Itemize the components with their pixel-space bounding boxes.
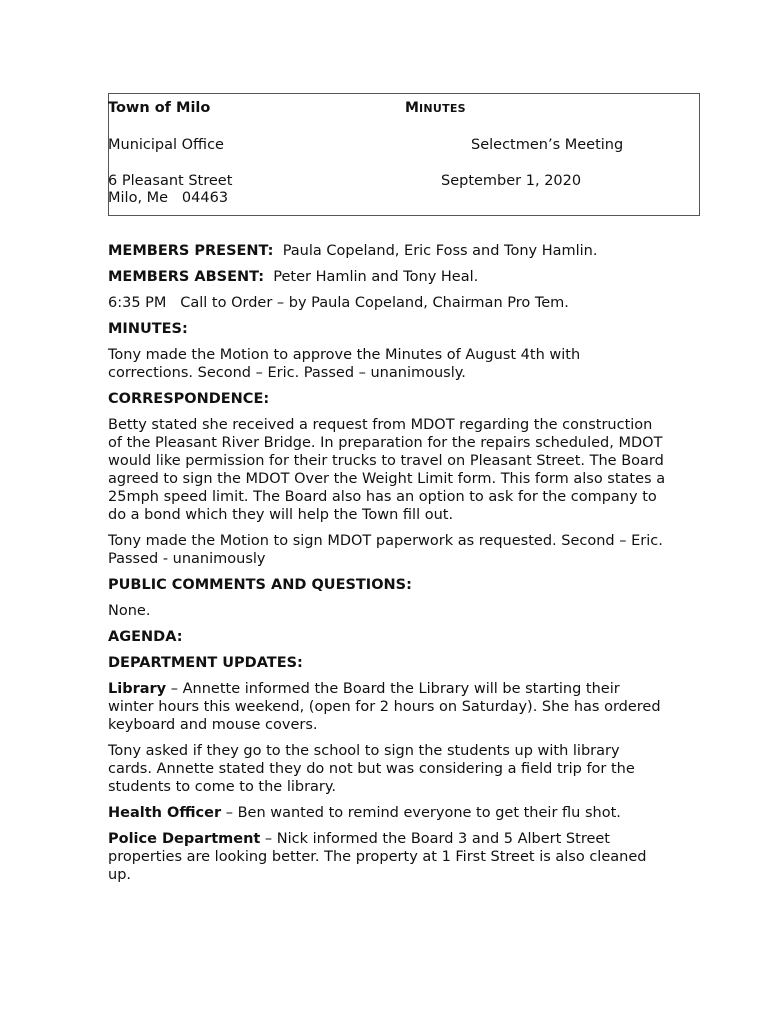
street-address: 6 Pleasant Street xyxy=(108,173,233,189)
members-absent: MEMBERS ABSENT: Peter Hamlin and Tony Heal. xyxy=(108,269,479,285)
document-type: MINUTES xyxy=(405,100,466,116)
minutes-heading: MINUTES: xyxy=(108,321,188,337)
public-comments-heading: PUBLIC COMMENTS AND QUESTIONS: xyxy=(108,577,412,593)
city-address: Milo, Me 04463 xyxy=(108,190,229,206)
health-officer-update: Health Officer – Ben wanted to remind everyone to get their flu shot. xyxy=(108,805,621,821)
police-department-update: Police Department – Nick informed the Board 3 and 5 Albert Street properties are looking better. The property at 1 First Street is also cleaned up. xyxy=(108,831,647,883)
call-to-order: 6:35 PM Call to Order – by Paula Copeland, Chairman Pro Tem. xyxy=(108,295,569,311)
correspondence-paragraph-2: Tony made the Motion to sign MDOT paperwork as requested. Second – Eric. Passed - unanimously xyxy=(108,533,663,567)
minutes-body xyxy=(108,242,668,892)
minutes-text: Tony made the Motion to approve the Minutes of August 4th with corrections. Second – Eric. Passed – unanimously. xyxy=(108,347,581,381)
library-update: Library – Annette informed the Board the Library will be starting their winter hours this weekend, (open for 2 hours on Saturday). She has ordered keyboard and mouse covers. xyxy=(108,681,661,733)
meeting-name: Selectmen’s Meeting xyxy=(471,137,624,153)
agenda-heading: AGENDA: xyxy=(108,629,183,645)
public-comments-text: None. xyxy=(108,603,151,619)
library-update-2: Tony asked if they go to the school to sign the students up with library cards. Annette stated they do not but was considering a field trip for the students to come to the library. xyxy=(108,743,635,795)
town-name: Town of Milo xyxy=(108,100,211,116)
correspondence-paragraph-1: Betty stated she received a request from MDOT regarding the construction of the Pleasant River Bridge. In preparation for the repairs scheduled, MDOT would like permission for their trucks to travel on Pleasant Street. The Board agreed to sign the MDOT Over the Weight Limit form. This form also states a 25mph speed limit. The Board also has an option to ask for the company to do a bond which they will help the Town fill out. xyxy=(108,417,666,523)
office-name: Municipal Office xyxy=(108,137,224,153)
correspondence-heading: CORRESPONDENCE: xyxy=(108,391,270,407)
department-updates-heading: DEPARTMENT UPDATES: xyxy=(108,655,303,671)
meeting-date: September 1, 2020 xyxy=(441,173,582,189)
members-present: MEMBERS PRESENT: Paula Copeland, Eric Foss and Tony Hamlin. xyxy=(108,243,598,259)
